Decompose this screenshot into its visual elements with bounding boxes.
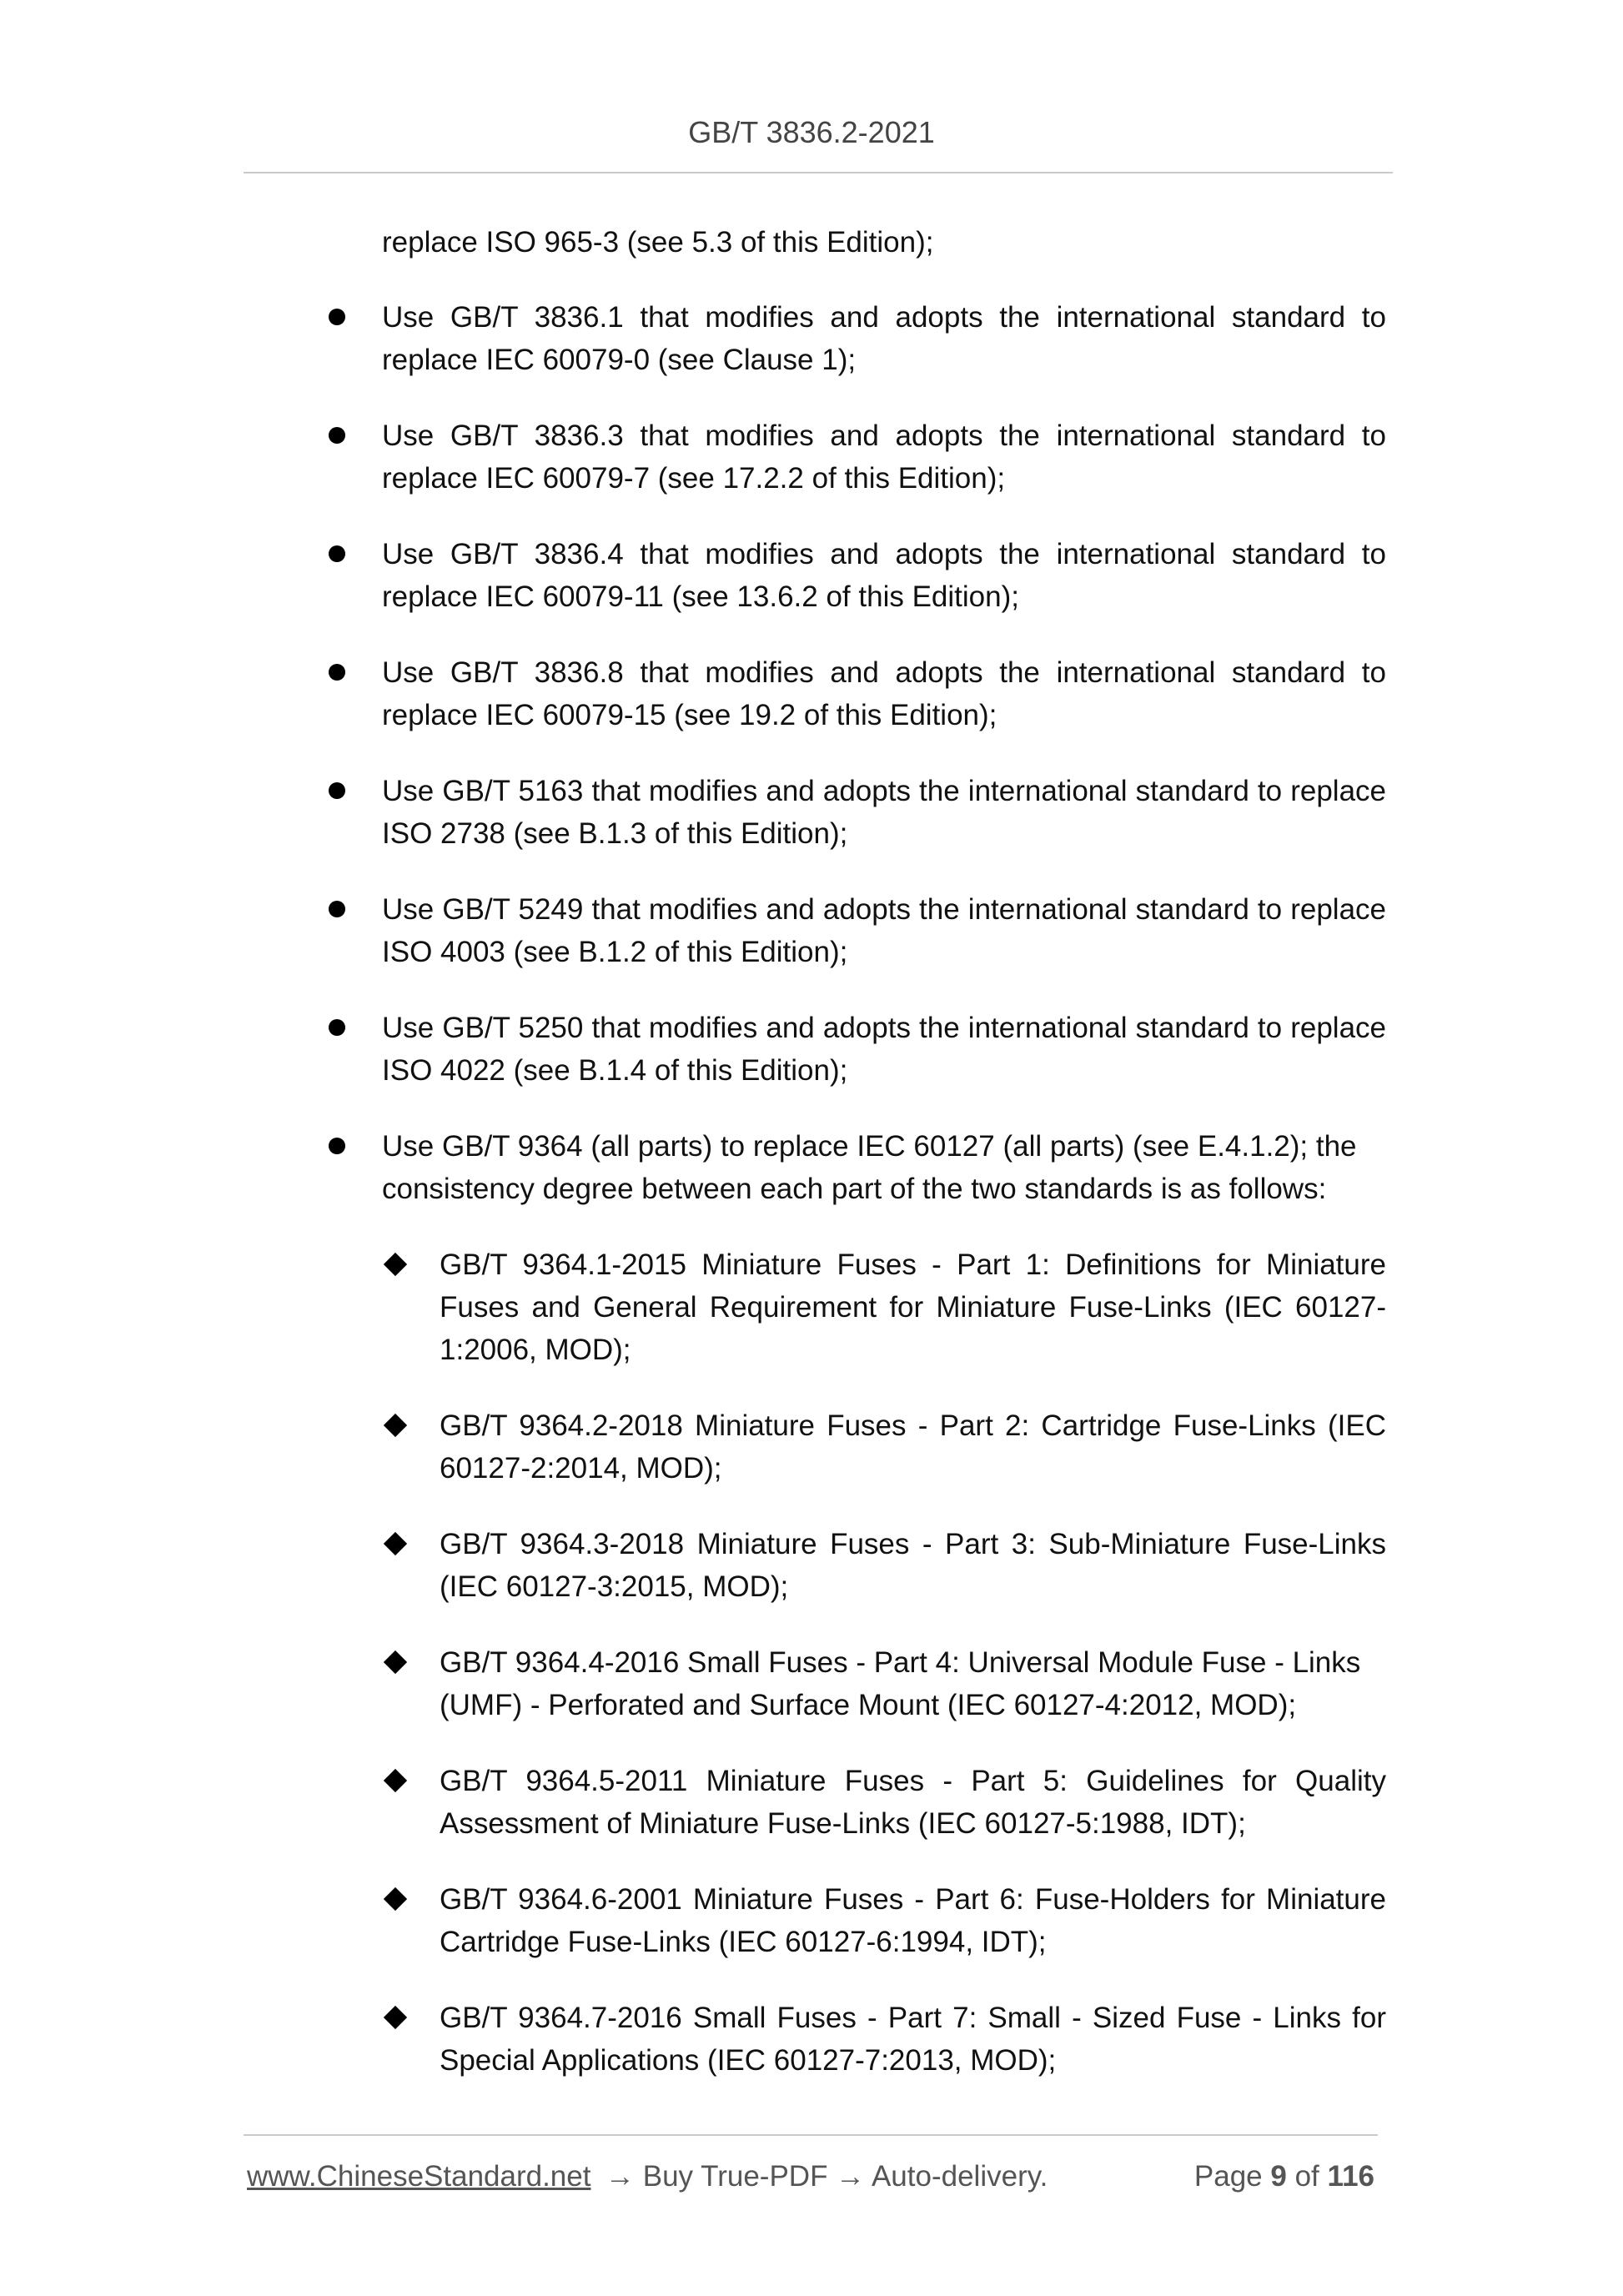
bullet-icon <box>329 664 345 681</box>
page-footer <box>247 2160 1381 2198</box>
bullet-text: Use GB/T 5250 that modifies and adopts the international standard to replace ISO 4022 (see B.1.4 of this Edition); <box>382 1012 1386 1087</box>
diamond-bullet-icon <box>384 1769 407 1792</box>
sub-item-text: GB/T 9364.3-2018 Miniature Fuses - Part 3: Sub-Miniature Fuse-Links (IEC 60127-3:2015, MOD); <box>440 1528 1386 1603</box>
continued-paragraph: replace ISO 965-3 (see 5.3 of this Edition); <box>382 226 934 259</box>
diamond-bullet-icon <box>384 1253 407 1276</box>
footer-divider <box>244 2134 1378 2136</box>
bullet-text: Use GB/T 5249 that modifies and adopts the international standard to replace ISO 4003 (see B.1.2 of this Edition); <box>382 893 1386 968</box>
bullet-icon <box>329 1138 345 1154</box>
sub-item-text: GB/T 9364.4-2016 Small Fuses - Part 4: Universal Module Fuse - Links (UMF) - Perforated and Surface Mount (IEC 60127-4:2012, MOD); <box>440 1646 1361 1721</box>
bullet-text: Use GB/T 3836.3 that modifies and adopts the international standard to replace IEC 60079-7 (see 17.2.2 of this Edition); <box>382 420 1386 495</box>
bullet-icon <box>329 901 345 917</box>
of-label: of <box>1294 2160 1319 2193</box>
page-label: Page <box>1193 2160 1263 2193</box>
bullet-text: Use GB/T 9364 (all parts) to replace IEC 60127 (all parts) (see E.4.1.2); the consistency degree between each part of the two standards is as follows: <box>382 1130 1357 1205</box>
website-link[interactable]: www.ChineseStandard.net <box>247 2160 591 2193</box>
page-header-title: GB/T 3836.2-2021 <box>688 115 935 149</box>
bullet-text: Use GB/T 3836.8 that modifies and adopts the international standard to replace IEC 60079-15 (see 19.2 of this Edition); <box>382 656 1386 731</box>
diamond-bullet-icon <box>384 2006 407 2029</box>
header-divider <box>244 172 1393 173</box>
page-indicator <box>1194 2160 1374 2193</box>
sub-item-text: GB/T 9364.5-2011 Miniature Fuses - Part 5: Guidelines for Quality Assessment of Miniature Fuse-Links (IEC 60127-5:1988, IDT); <box>440 1765 1386 1840</box>
bullet-text: Use GB/T 3836.4 that modifies and adopts the international standard to replace IEC 60079-11 (see 13.6.2 of this Edition); <box>382 538 1386 613</box>
bullet-text: Use GB/T 3836.1 that modifies and adopts the international standard to replace IEC 60079-0 (see Clause 1); <box>382 301 1386 376</box>
bullet-icon <box>329 309 345 325</box>
diamond-bullet-icon <box>384 1887 407 1911</box>
buy-pdf-text: → Buy True-PDF → Auto-delivery. <box>605 2160 1048 2193</box>
page-number: 9 <box>1270 2160 1287 2193</box>
sub-item-text: GB/T 9364.2-2018 Miniature Fuses - Part 2: Cartridge Fuse-Links (IEC 60127-2:2014, MOD); <box>440 1409 1386 1485</box>
diamond-bullet-icon <box>384 1650 407 1674</box>
bullet-text: Use GB/T 5163 that modifies and adopts the international standard to replace ISO 2738 (see B.1.3 of this Edition); <box>382 775 1386 850</box>
diamond-bullet-icon <box>384 1532 407 1555</box>
total-pages: 116 <box>1327 2160 1374 2193</box>
sub-item-text: GB/T 9364.1-2015 Miniature Fuses - Part 1: Definitions for Miniature Fuses and General Requirement for Miniature Fuse-Links (IEC 60127-1:2006, MOD); <box>440 1248 1386 1366</box>
bullet-icon <box>329 782 345 799</box>
bullet-icon <box>329 545 345 562</box>
diamond-bullet-icon <box>384 1414 407 1437</box>
sub-item-text: GB/T 9364.7-2016 Small Fuses - Part 7: Small - Sized Fuse - Links for Special Applications (IEC 60127-7:2013, MOD); <box>440 2002 1386 2077</box>
bullet-icon <box>329 427 345 444</box>
sub-item-text: GB/T 9364.6-2001 Miniature Fuses - Part 6: Fuse-Holders for Miniature Cartridge Fuse-Links (IEC 60127-6:1994, IDT); <box>440 1883 1386 1958</box>
bullet-icon <box>329 1019 345 1036</box>
